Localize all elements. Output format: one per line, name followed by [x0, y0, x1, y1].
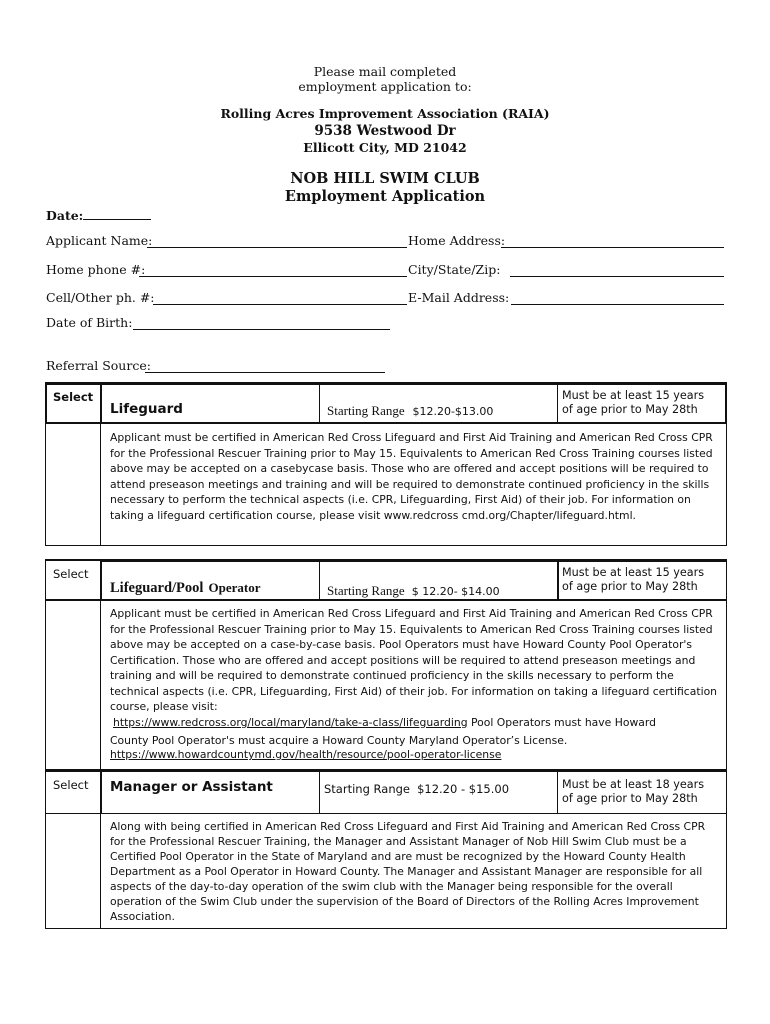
starting-range	[327, 580, 500, 599]
date-label: Date:	[46, 208, 84, 223]
home-address-label: Home Address:	[408, 233, 506, 248]
applicant-name-input[interactable]	[147, 233, 407, 248]
range-label: Starting Range	[324, 782, 410, 796]
position-title	[110, 577, 261, 597]
select-checkbox[interactable]: Select	[53, 778, 89, 792]
select-checkbox[interactable]: Select	[53, 390, 94, 404]
position-title: Lifeguard	[110, 401, 183, 417]
range-label: Starting Range	[327, 583, 405, 598]
age-requirement-line2: of age prior to May 28th	[562, 403, 698, 416]
redcross-lifeguarding-link[interactable]: https://www.redcross.org/local/maryland/take-a-class/lifeguarding	[113, 715, 468, 729]
age-requirement-line1: Must be at least 15 years	[562, 389, 705, 402]
home-phone-label: Home phone #:	[46, 262, 146, 277]
org-name: Rolling Acres Improvement Association (RAIA)	[220, 106, 550, 121]
age-requirement-line1: Must be at least 18 years	[562, 778, 705, 791]
range-value: $12.20-$13.00	[412, 405, 494, 418]
home-address-input[interactable]	[501, 233, 724, 248]
dob-input[interactable]	[133, 315, 390, 330]
mail-instruction-line1: Please mail completed	[313, 64, 457, 79]
select-checkbox[interactable]: Select	[53, 567, 89, 581]
position-title-part1: Lifeguard/Pool	[110, 580, 204, 596]
form-title: Employment Application	[284, 188, 486, 205]
city-state-zip-label: City/State/Zip:	[408, 262, 501, 277]
age-requirement-line1: Must be at least 15 years	[562, 566, 705, 579]
position-description: Along with being certified in American Red Cross Lifeguard and First Aid Training and American Red Cross CPR for the Professional Rescuer Training, the Manager and Assistant Manager of Nob Hill Swim Club must be a Certified Pool Operator in the State of Maryland and are must be recognized by the Howard County Health Department as a Pool Operator in Howard County. The Manager and Assistant Manager are responsible for all aspects of the day-to-day operation of the swim club with the Manager being responsible for the overall operation of the Swim Club under the supervision of the Board of Directors of the Rolling Acres Improvement Association.	[110, 820, 706, 923]
club-title: NOB HILL SWIM CLUB	[290, 170, 480, 187]
date-field[interactable]	[46, 208, 151, 223]
range-label: Starting Range	[327, 403, 405, 418]
position-description: Applicant must be certified in American Red Cross Lifeguard and First Aid Training and American Red Cross CPR for the Professional Rescuer Training prior to May 15. Equivalents to American Red Cross Training courses listed above may be accepted on a casebycase basis. Those who are offered and accept positions will be required to attend preseason meetings and training and will be required to demonstrate continued proficiency in the skills necessary to perform the technical aspects (i.e. CPR, Lifeguarding, First Aid) of their job. For information on taking a lifeguard certification course, please visit www.redcross cmd.org/Chapter/lifeguard.html.	[110, 431, 713, 522]
city-address: Ellicott City, MD 21042	[303, 140, 467, 155]
mail-instruction-line2: employment application to:	[298, 79, 472, 94]
age-requirement	[562, 389, 704, 417]
license-requirement-text: County Pool Operator's must acquire a Howard County Maryland Operator’s License.	[110, 734, 568, 747]
email-input[interactable]	[511, 290, 724, 305]
howard-county-license-link[interactable]: https://www.howardcountymd.gov/health/resource/pool-operator-license	[110, 748, 502, 761]
email-label: E-Mail Address:	[408, 290, 510, 305]
referral-label: Referral Source:	[46, 358, 151, 373]
age-requirement-line2: of age prior to May 28th	[562, 580, 698, 593]
position-description-text: Applicant must be certified in American Red Cross Lifeguard and First Aid Training and American Red Cross CPR for the Professional Rescuer Training prior to May 15. Equivalents to American Red Cross Training courses listed above may be accepted on a case-by-case basis. Pool Operators must have Howard County Pool Operator's Certification. Those who are offered and accept positions will be required to attend preseason meetings and training and will be required to demonstrate continued proficiency in the skills necessary to perform the technical aspects (i.e. CPR, Lifeguarding, First Aid) of their job. For information on taking a lifeguard certification course, please visit:	[110, 607, 718, 713]
range-value: $12.20 - $15.00	[417, 782, 510, 796]
applicant-name-label: Applicant Name:	[46, 233, 153, 248]
link1-trailing-text: Pool Operators must have Howard	[467, 715, 657, 729]
city-state-zip-input[interactable]	[510, 262, 724, 277]
cell-phone-label: Cell/Other ph. #:	[46, 290, 155, 305]
dob-label: Date of Birth:	[46, 315, 133, 330]
position-title-part2: Operator	[208, 580, 261, 595]
street-address: 9538 Westwood Dr	[314, 123, 456, 139]
starting-range	[324, 778, 509, 797]
position-description	[110, 606, 720, 762]
position-title: Manager or Assistant	[110, 779, 273, 795]
cell-phone-input[interactable]	[153, 290, 407, 305]
age-requirement	[562, 566, 704, 594]
starting-range	[327, 403, 493, 419]
referral-input[interactable]	[145, 358, 385, 373]
home-phone-input[interactable]	[139, 262, 407, 277]
age-requirement-line2: of age prior to May 28th	[562, 792, 698, 805]
age-requirement	[562, 778, 704, 806]
range-value: $ 12.20- $14.00	[411, 585, 500, 598]
